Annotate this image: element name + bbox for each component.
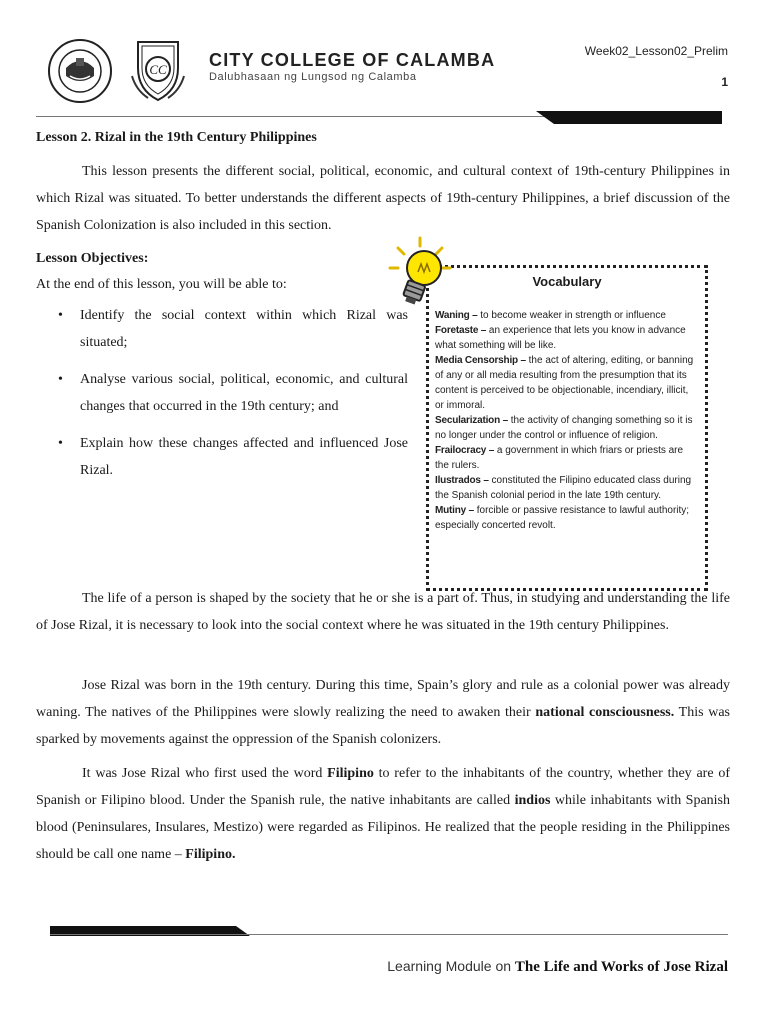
objectives-title: Lesson Objectives: xyxy=(36,251,149,266)
city-seal-logo xyxy=(40,38,120,104)
vocabulary-box xyxy=(426,265,708,591)
objectives-list xyxy=(36,302,408,494)
vocab-item: Media Censorship – the act of altering, editing, or banning of any or all media resulting from the presumption that its content is perceived to be objectionable, incendiary, illicit, or immoral. xyxy=(435,355,694,411)
college-crest-logo xyxy=(130,36,186,104)
footer-divider xyxy=(50,934,728,935)
objective-item: • Identify the social context within which Rizal was situated; xyxy=(36,302,408,356)
paragraph-filipino: It was Jose Rizal who first used the word Filipino to refer to the inhabitants of the country, whether they are of Spanish or Filipino blood. Under the Spanish rule, the native inhabitants are called indios while inhabitants with Spanish blood (Peninsulares, Insulares, Mestizo) were regarded as Filipinos. He realized that the people residing in the Philippines should be call one name – Filipino. xyxy=(36,766,731,862)
vocab-item: Ilustrados – constituted the Filipino educated class during the Spanish colonial period in the late 19th century. xyxy=(435,475,692,501)
page-number: 1 xyxy=(721,75,728,89)
document-code: Week02_Lesson02_Prelim xyxy=(584,44,728,58)
college-subtitle: Dalubhasaan ng Lungsod ng Calamba xyxy=(209,71,417,83)
vocabulary-title: Vocabulary xyxy=(532,274,602,289)
objective-item: • Explain how these changes affected and influenced Jose Rizal. xyxy=(36,430,408,484)
header-accent-bar xyxy=(536,111,722,124)
vocabulary-list xyxy=(435,308,697,533)
vocab-item: Waning – to become weaker in strength or influence xyxy=(435,310,666,321)
lesson-title: Lesson 2. Rizal in the 19th Century Philippines xyxy=(36,130,317,145)
paragraph-life: The life of a person is shaped by the society that he or she is a part of. Thus, in studying and understanding the life of Jose Rizal, it is necessary to look into the social context where he was situated in the 19th century Philippines. xyxy=(36,591,730,633)
vocab-item: Secularization – the activity of changing something so it is no longer under the control or influence of religion. xyxy=(435,415,693,441)
lightbulb-icon xyxy=(388,236,452,312)
intro-paragraph: This lesson presents the different social, political, economic, and cultural context of 19th-century Philippines in which Rizal was situated. To better understands the different aspects of 19th-century Philippines, a brief discussion of the Spanish Colonization is also included in this section. xyxy=(36,164,730,233)
college-name: CITY COLLEGE OF CALAMBA xyxy=(209,50,496,70)
paragraph-born: Jose Rizal was born in the 19th century. During this time, Spain’s glory and rule as a colonial power was already waning. The natives of the Philippines were slowly realizing the need to awaken their national consciousness. This was sparked by movements against the oppression of the Spanish colonizers. xyxy=(36,678,730,747)
svg-text:CC: CC xyxy=(149,62,167,77)
objective-item: • Analyse various social, political, economic, and cultural changes that occurred in the 19th century; and xyxy=(36,366,408,420)
vocab-item: Mutiny – forcible or passive resistance to lawful authority; especially concerted revolt. xyxy=(435,505,690,531)
vocab-item: Frailocracy – a government in which friars or priests are the rulers. xyxy=(435,445,684,471)
objectives-intro: At the end of this lesson, you will be able to: xyxy=(36,277,287,292)
vocab-item: Foretaste – an experience that lets you know in advance what something will be like. xyxy=(435,325,686,351)
footer-module-title: Learning Module on The Life and Works of Jose Rizal xyxy=(387,958,728,975)
